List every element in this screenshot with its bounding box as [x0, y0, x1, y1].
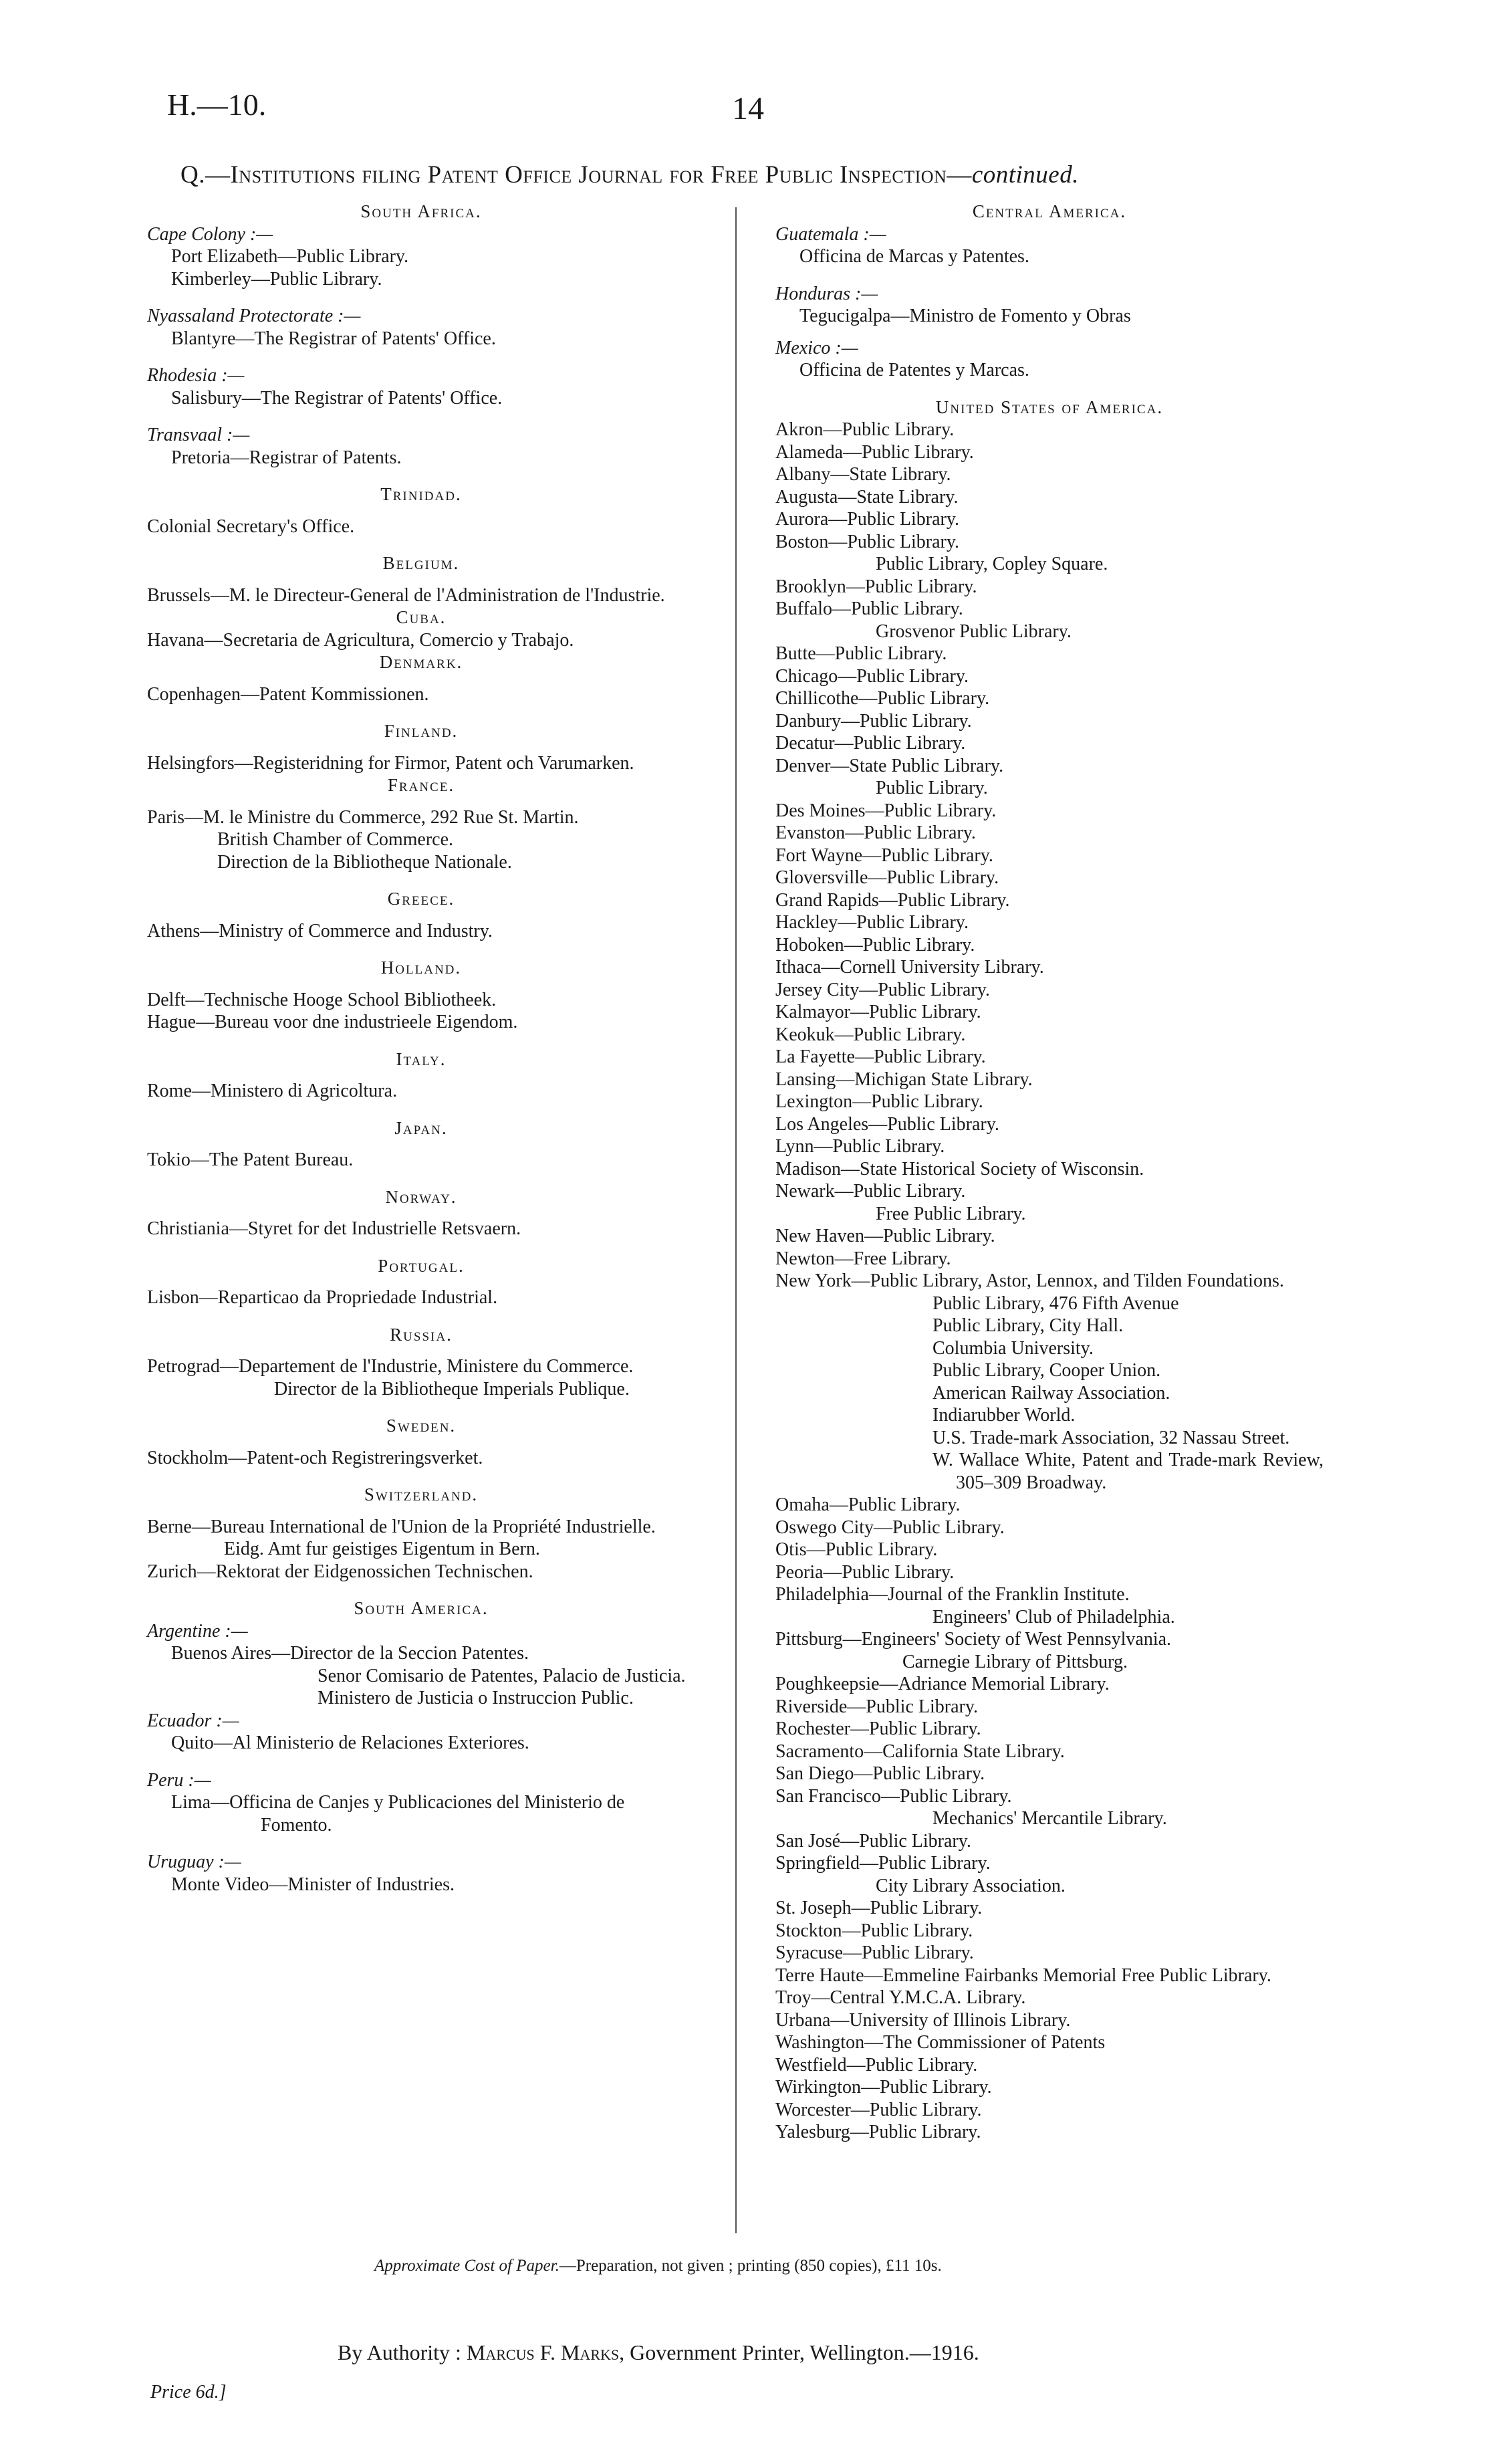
section-title: [180, 160, 1079, 189]
entry: Pretoria—Registrar of Patents.: [171, 447, 402, 468]
usa-entry: Peoria—Public Library.: [775, 1561, 955, 1583]
entry: Delft—Technische Hooge School Bibliotheek.: [147, 989, 497, 1010]
entry: Petrograd—Departement de l'Industrie, Ministere du Commerce.: [147, 1356, 634, 1377]
heading-cuba: Cuba.: [396, 607, 447, 627]
usa-entry: Akron—Public Library.: [775, 419, 955, 440]
entry: Athens—Ministry of Commerce and Industry.: [147, 920, 493, 941]
usa-entry: Oswego City—Public Library.: [775, 1517, 1005, 1538]
usa-entry: Hackley—Public Library.: [775, 912, 969, 933]
usa-entry: Public Library.: [876, 778, 988, 798]
entry: Ministero de Justicia o Instruccion Public.: [318, 1688, 634, 1708]
heading-greece: Greece.: [387, 889, 455, 909]
usa-entry: San Francisco—Public Library.: [775, 1785, 1012, 1807]
document-code: H.—10.: [167, 88, 267, 122]
entry: Quito—Al Ministerio de Relaciones Exteriores.: [171, 1732, 529, 1753]
region-nyasaland: Nyassaland Protectorate :—: [147, 306, 361, 326]
authority-suffix: Government Printer, Wellington.—1916.: [630, 2340, 979, 2364]
region-cape-colony: Cape Colony :—: [147, 223, 273, 245]
entry: Christiania—Styret for det Industrielle Retsvaern.: [147, 1218, 521, 1239]
region-peru: Peru :—: [147, 1769, 211, 1791]
region-transvaal: Transvaal :—: [147, 425, 250, 445]
usa-entry: Mechanics' Mercantile Library.: [932, 1808, 1167, 1829]
entry: Copenhagen—Patent Kommissionen.: [147, 683, 429, 705]
page-number: 14: [732, 91, 764, 126]
usa-entry: Troy—Central Y.M.C.A. Library.: [775, 1987, 1026, 2008]
usa-entry: Lynn—Public Library.: [775, 1136, 945, 1157]
entry: Hague—Bureau voor dne industrieele Eigendom.: [147, 1012, 518, 1032]
usa-entry: W. Wallace White, Patent and Trade-mark Review, 305–309 Broadway.: [932, 1450, 1324, 1493]
entry: Port Elizabeth—Public Library.: [171, 246, 409, 267]
usa-entry: Free Public Library.: [876, 1203, 1026, 1224]
usa-entry: Terre Haute—Emmeline Fairbanks Memorial Free Public Library.: [775, 1965, 1271, 1986]
usa-entry: Urbana—University of Illinois Library.: [775, 2009, 1071, 2031]
entry: Kimberley—Public Library.: [171, 268, 382, 290]
usa-entry: Indiarubber World.: [932, 1405, 1076, 1426]
usa-entry: Stockton—Public Library.: [775, 1920, 973, 1941]
usa-entry: U.S. Trade-mark Association, 32 Nassau Street.: [932, 1427, 1290, 1448]
heading-switzerland: Switzerland.: [364, 1484, 479, 1504]
usa-entry: Sacramento—California State Library.: [775, 1741, 1065, 1762]
usa-entry: Aurora—Public Library.: [775, 509, 959, 530]
printer-name: Marcus F. Marks,: [466, 2340, 625, 2364]
usa-entry: Gloversville—Public Library.: [775, 867, 999, 888]
region-mexico: Mexico :—: [775, 337, 858, 358]
usa-entry: City Library Association.: [876, 1875, 1066, 1896]
usa-entry: Rochester—Public Library.: [775, 1718, 981, 1739]
price-note: Price 6d.]: [150, 2382, 227, 2402]
usa-entry: American Railway Association.: [932, 1382, 1170, 1404]
usa-entry: Buffalo—Public Library.: [775, 598, 963, 619]
usa-entry: Otis—Public Library.: [775, 1539, 938, 1560]
heading-finland: Finland.: [384, 721, 459, 741]
usa-entry: Fort Wayne—Public Library.: [775, 845, 993, 866]
usa-entry: Riverside—Public Library.: [775, 1696, 979, 1717]
entry: Senor Comisario de Patentes, Palacio de Justicia.: [318, 1665, 686, 1686]
usa-entry: Lexington—Public Library.: [775, 1091, 983, 1112]
heading-sweden: Sweden.: [386, 1416, 457, 1436]
entry: Zurich—Rektorat der Eidgenossichen Technischen.: [147, 1561, 533, 1582]
right-column: [775, 201, 1324, 2144]
authority-line: [338, 2340, 979, 2365]
entry: Brussels—M. le Directeur-General de l'Administration de l'Industrie.: [147, 584, 665, 606]
heading-norway: Norway.: [385, 1186, 457, 1207]
entry: Director de la Bibliotheque Imperials Publique.: [274, 1378, 630, 1399]
entry: Monte Video—Minister of Industries.: [171, 1874, 455, 1895]
entry: Eidg. Amt fur geistiges Eigentum in Bern.: [224, 1539, 540, 1559]
heading-portugal: Portugal.: [378, 1255, 465, 1276]
usa-entry: Yalesburg—Public Library.: [775, 2122, 981, 2142]
heading-belgium: Belgium.: [382, 553, 460, 573]
entry: Rome—Ministero di Agricoltura.: [147, 1081, 398, 1101]
entry: Blantyre—The Registrar of Patents' Office.: [171, 328, 496, 349]
usa-entry: Carnegie Library of Pittsburg.: [902, 1651, 1128, 1672]
cost-note: [374, 2257, 942, 2275]
usa-entry: Ithaca—Cornell University Library.: [775, 957, 1044, 978]
usa-entry: Des Moines—Public Library.: [775, 800, 997, 821]
usa-entry: San Diego—Public Library.: [775, 1763, 985, 1784]
usa-entry: Omaha—Public Library.: [775, 1494, 961, 1515]
usa-entry: Public Library, Copley Square.: [876, 554, 1108, 574]
usa-entry: Poughkeepsie—Adriance Memorial Library.: [775, 1674, 1110, 1694]
heading-france: France.: [387, 775, 455, 795]
cost-label: Approximate Cost of Paper.: [374, 2257, 560, 2275]
usa-entry: Public Library, Cooper Union.: [932, 1360, 1161, 1381]
column-divider: [735, 207, 737, 2233]
region-guatemala: Guatemala :—: [775, 223, 886, 245]
usa-entry: Grosvenor Public Library.: [876, 621, 1072, 642]
usa-entry: San José—Public Library.: [775, 1830, 971, 1852]
heading-united-states: United States of America.: [935, 397, 1164, 417]
usa-entry: Butte—Public Library.: [775, 643, 947, 664]
usa-entry: Washington—The Commissioner of Patents: [775, 2032, 1106, 2053]
region-honduras: Honduras :—: [775, 283, 878, 304]
entry: Paris—M. le Ministre du Commerce, 292 Rue St. Martin.: [147, 806, 579, 828]
left-column: [147, 201, 695, 1896]
entry: Stockholm—Patent-och Registreringsverket.: [147, 1447, 483, 1468]
region-argentine: Argentine :—: [147, 1620, 248, 1642]
entry: Helsingfors—Registeridning for Firmor, Patent och Varumarken.: [147, 752, 634, 774]
heading-south-africa: South Africa.: [360, 201, 482, 221]
usa-entry: Springfield—Public Library.: [775, 1853, 991, 1874]
usa-entry: Augusta—State Library.: [775, 486, 959, 508]
heading-central-america: Central America.: [972, 201, 1127, 221]
title-main: Institutions filing Patent Office Journal for Free Public Inspection—: [230, 161, 972, 189]
entry: Havana—Secretaria de Agricultura, Comercio y Trabajo.: [147, 629, 574, 651]
usa-entry: Columbia University.: [932, 1337, 1094, 1359]
heading-russia: Russia.: [390, 1324, 453, 1345]
entry: Lisbon—Reparticao da Propriedade Industrial.: [147, 1287, 498, 1308]
region-uruguay: Uruguay :—: [147, 1852, 241, 1872]
usa-entry: Decatur—Public Library.: [775, 733, 966, 754]
usa-entry: St. Joseph—Public Library.: [775, 1898, 983, 1918]
title-prefix: Q.—: [180, 161, 231, 189]
heading-japan: Japan.: [394, 1117, 448, 1138]
usa-entry: Madison—State Historical Society of Wisconsin.: [775, 1158, 1144, 1180]
usa-entry: Public Library, 476 Fifth Avenue: [932, 1293, 1179, 1314]
usa-entry: Worcester—Public Library.: [775, 2099, 982, 2120]
usa-entry: La Fayette—Public Library.: [775, 1046, 986, 1067]
entry: Officina de Patentes y Marcas.: [799, 360, 1029, 380]
usa-entry: Wirkington—Public Library.: [775, 2077, 992, 2098]
usa-entry: Jersey City—Public Library.: [775, 979, 990, 1000]
usa-entry: Chicago—Public Library.: [775, 665, 969, 687]
heading-italy: Italy.: [396, 1048, 447, 1069]
entry: Lima—Officina de Canjes y Publicaciones del Ministerio de Fomento.: [171, 1792, 625, 1835]
entry: British Chamber of Commerce.: [217, 829, 454, 850]
entry: Officina de Marcas y Patentes.: [799, 246, 1029, 267]
region-ecuador: Ecuador :—: [147, 1710, 239, 1731]
title-suffix: continued.: [971, 161, 1079, 189]
entry: Colonial Secretary's Office.: [147, 516, 355, 537]
usa-entry: Newton—Free Library.: [775, 1248, 951, 1269]
usa-entry: Grand Rapids—Public Library.: [775, 889, 1010, 911]
usa-entry: Newark—Public Library.: [775, 1181, 966, 1202]
usa-entry: Hoboken—Public Library.: [775, 934, 975, 956]
usa-entry: Philadelphia—Journal of the Franklin Institute.: [775, 1584, 1130, 1605]
authority-prefix: By Authority :: [338, 2340, 461, 2364]
usa-entry: Chillicothe—Public Library.: [775, 688, 990, 709]
usa-entry: Boston—Public Library.: [775, 531, 960, 552]
region-rhodesia: Rhodesia :—: [147, 365, 245, 386]
heading-holland: Holland.: [380, 958, 462, 978]
usa-entry: Westfield—Public Library.: [775, 2054, 978, 2076]
usa-entry: New York—Public Library, Astor, Lennox, and Tilden Foundations.: [775, 1270, 1284, 1291]
entry: Berne—Bureau International de l'Union de la Propriété Industrielle.: [147, 1516, 656, 1537]
usa-entry: Engineers' Club of Philadelphia.: [932, 1606, 1175, 1628]
usa-entry: Public Library, City Hall.: [932, 1315, 1124, 1336]
entry: Tegucigalpa—Ministro de Fomento y Obras: [799, 306, 1131, 326]
usa-entry: Keokuk—Public Library.: [775, 1024, 966, 1045]
usa-entry: Danbury—Public Library.: [775, 710, 972, 732]
usa-entry: Pittsburg—Engineers' Society of West Pennsylvania.: [775, 1629, 1172, 1650]
heading-trinidad: Trinidad.: [380, 484, 462, 504]
cost-text: —Preparation, not given ; printing (850 copies), £11 10s.: [559, 2257, 942, 2275]
heading-denmark: Denmark.: [379, 652, 463, 672]
usa-entry: Lansing—Michigan State Library.: [775, 1069, 1033, 1090]
usa-entry: Syracuse—Public Library.: [775, 1942, 974, 1963]
usa-entry: Brooklyn—Public Library.: [775, 576, 977, 597]
usa-entry: Los Angeles—Public Library.: [775, 1113, 999, 1135]
entry: Salisbury—The Registrar of Patents' Office.: [171, 387, 503, 409]
usa-entry: Evanston—Public Library.: [775, 822, 976, 843]
usa-entry: Kalmayor—Public Library.: [775, 1002, 981, 1022]
heading-south-america: South America.: [354, 1598, 489, 1618]
usa-entry: New Haven—Public Library.: [775, 1226, 995, 1246]
usa-entry: Albany—State Library.: [775, 464, 951, 485]
usa-entry: Alameda—Public Library.: [775, 441, 974, 463]
entry: Buenos Aires—Director de la Seccion Patentes.: [171, 1643, 529, 1664]
usa-entry: Denver—State Public Library.: [775, 755, 1004, 776]
entry: Direction de la Bibliotheque Nationale.: [217, 851, 512, 873]
entry: Tokio—The Patent Bureau.: [147, 1149, 354, 1170]
